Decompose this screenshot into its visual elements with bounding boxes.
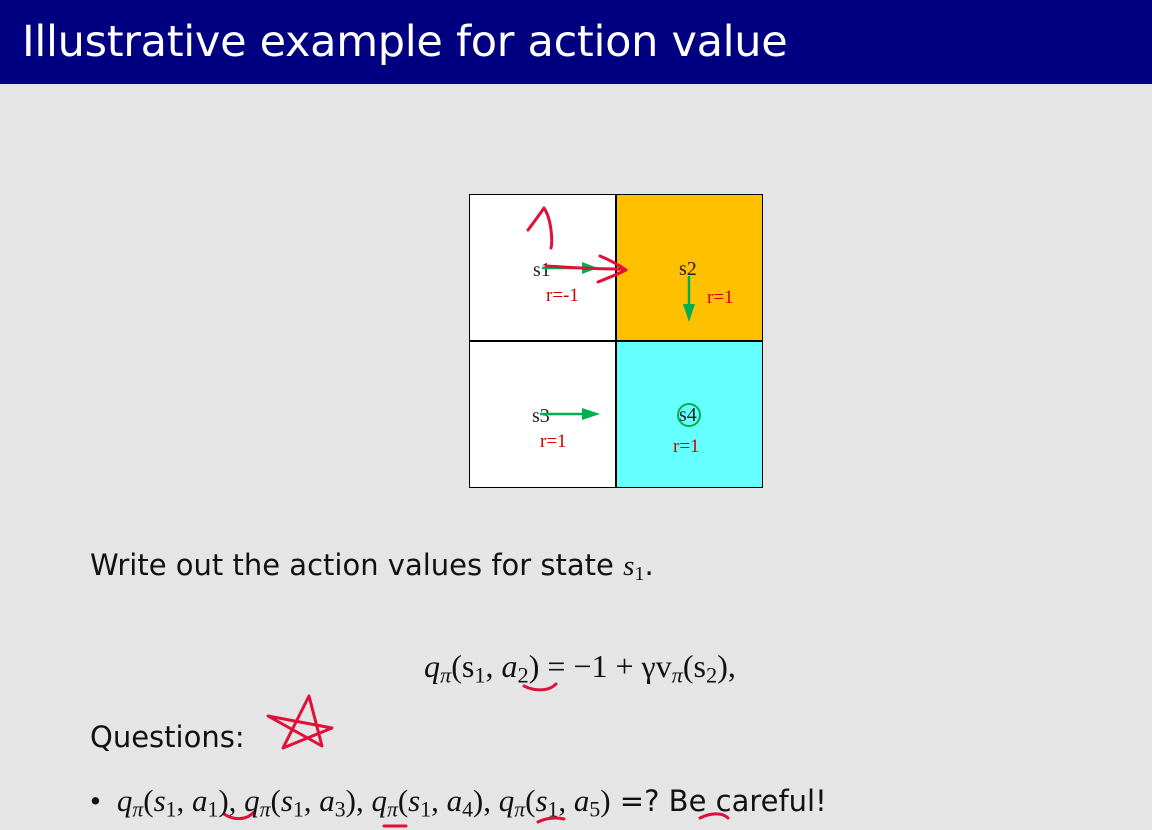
ink-arrow-up-mark	[528, 208, 552, 248]
q3-a-sub: 4	[462, 797, 473, 822]
reward-label-s4: r=1	[673, 436, 700, 457]
prompt-text	[90, 548, 654, 586]
state-label-s1: s1	[533, 259, 551, 281]
question-item-3: $q_\pi(s_1$, $a_4$),	[371, 783, 499, 822]
eq-rhs-open: (s	[682, 648, 706, 684]
eq-q: q	[424, 648, 440, 684]
reward-label-s2: r=1	[707, 287, 734, 308]
q2-pi: π	[259, 797, 271, 822]
reward-label-s3: r=1	[540, 431, 567, 452]
q1-a-sub: 1	[207, 797, 219, 822]
q3-pi: π	[386, 797, 398, 822]
eq-rhs-sub: 2	[706, 662, 718, 688]
state-label-s3: s3	[532, 405, 550, 427]
prompt-label: Write out the action values for state	[90, 548, 624, 582]
prompt-state-symbol: s	[623, 550, 635, 582]
prompt-state-sub: 1	[634, 563, 645, 586]
question-item-2: $q_\pi(s_1$, $a_3$),	[244, 783, 372, 822]
eq-s-sub: 1	[474, 662, 486, 688]
state-label-s2: s2	[679, 258, 697, 280]
question-item-4: $q_\pi(s_1$, $a_5$)	[498, 783, 611, 822]
q1-pi: π	[132, 797, 144, 822]
q4-pi: π	[514, 797, 526, 822]
eq-a-sub: 2	[517, 662, 529, 688]
policy-arrow-s2-down	[683, 276, 695, 322]
reward-label-s1: r=-1	[546, 285, 579, 306]
eq-comma: ,	[485, 648, 502, 684]
prompt-period: .	[644, 548, 654, 582]
hand-annotations	[224, 208, 728, 826]
eq-open: (s	[451, 648, 475, 684]
eq-pi: π	[440, 662, 452, 688]
q4-a-sub: 5	[589, 797, 601, 822]
q2-a-sub: 3	[334, 797, 346, 822]
question-tail: =? Be careful!	[610, 784, 827, 818]
slide-title: Illustrative example for action value	[22, 17, 788, 67]
question-item-1: $q_\pi(s_1$, $a_1$),	[116, 783, 245, 822]
bullet: •	[90, 783, 101, 818]
action-value-equation	[424, 648, 736, 688]
eq-rhs: ) = −1 + γv	[528, 648, 672, 684]
question-bullet-line	[90, 783, 827, 822]
policy-stay-circle-s4	[678, 404, 700, 426]
eq-a: a	[501, 648, 518, 684]
ink-star	[268, 696, 332, 748]
eq-rhs-pi: π	[671, 662, 683, 688]
policy-arrow-s3-right	[540, 408, 600, 420]
eq-rhs-close: ),	[717, 648, 736, 684]
questions-label: Questions:	[90, 720, 245, 754]
prompt-state	[623, 550, 645, 586]
state-label-s4: s4	[679, 404, 697, 426]
